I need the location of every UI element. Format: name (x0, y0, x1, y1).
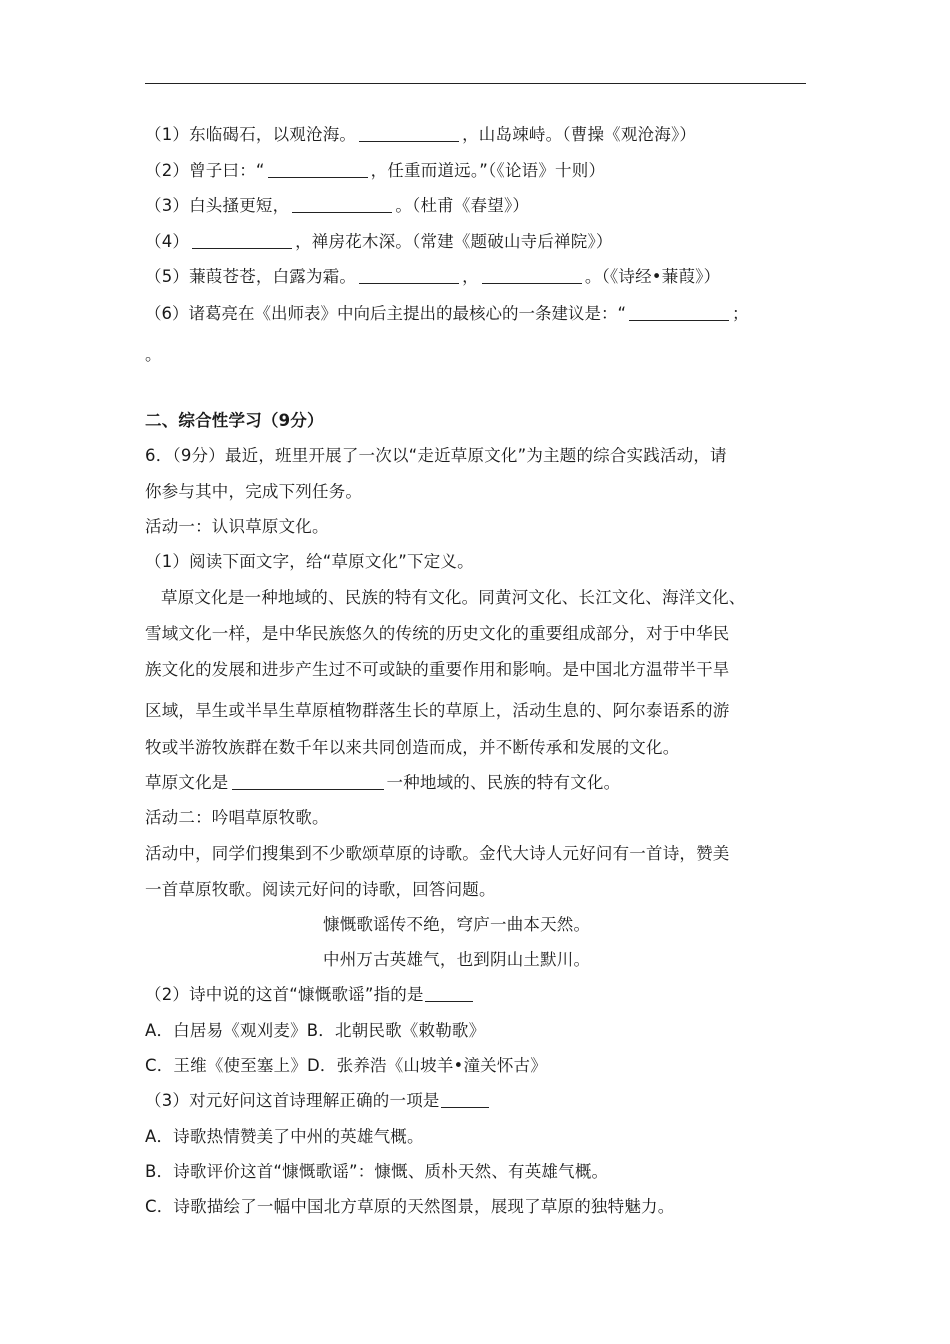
definition-blank[interactable] (232, 773, 384, 790)
sub-question-2-options-cd: C．王维《使至塞上》D．张养浩《山坡羊•潼关怀古》 (145, 1056, 547, 1075)
q5-item-6: （6）诸葛亮在《出师表》中向后主提出的最核心的一条建议是：“ ； (145, 304, 749, 323)
poem-line: 慷慨歌谣传不绝，穹庐一曲本天然。 (323, 915, 591, 934)
q5-item-4: （4） ，禅房花木深。（常建《题破山寺后禅院》） (145, 232, 613, 251)
answer-blank[interactable] (359, 267, 459, 284)
activity-2-heading: 活动二：吟唱草原牧歌。 (145, 808, 329, 827)
answer-blank[interactable] (292, 196, 392, 213)
definition-line: 草原文化是 一种地域的、民族的特有文化。 (145, 773, 621, 792)
passage-line: 牧或半游牧族群在数千年以来共同创造而成，并不断传承和发展的文化。 (145, 738, 680, 757)
passage-line: 族文化的发展和进步产生过不可或缺的重要作用和影响。是中国北方温带半干旱 (145, 660, 730, 679)
sub-question-3-option-a: A．诗歌热情赞美了中州的英雄气概。 (145, 1127, 424, 1146)
passage-line: 雪域文化一样，是中华民族悠久的传统的历史文化的重要组成部分，对于中华民 (145, 624, 730, 643)
answer-blank[interactable] (425, 985, 473, 1002)
q6-stem-line1: 6．（9分）最近，班里开展了一次以“走近草原文化”为主题的综合实践活动，请 (145, 446, 727, 465)
q5-item-6-end: 。 (145, 345, 162, 364)
answer-blank[interactable] (192, 232, 292, 249)
activity-2-line2: 一首草原牧歌。阅读元好问的诗歌，回答问题。 (145, 880, 496, 899)
q5-item-1: （1）东临碣石，以观沧海。 ，山岛竦峙。（曹操《观沧海》） (145, 125, 697, 144)
passage-line: 草原文化是一种地域的、民族的特有文化。同黄河文化、长江文化、海洋文化、 (161, 588, 746, 607)
answer-blank[interactable] (629, 304, 729, 321)
q5-item-2: （2）曾子曰：“ ，任重而道远。”（《论语》十则） (145, 161, 606, 180)
activity-2-line1: 活动中，同学们搜集到不少歌颂草原的诗歌。金代大诗人元好问有一首诗，赞美 (145, 844, 730, 863)
activity-1-heading: 活动一：认识草原文化。 (145, 517, 329, 536)
sub-question-3-option-b: B．诗歌评价这首“慷慨歌谣”：慷慨、质朴天然、有英雄气概。 (145, 1162, 609, 1181)
q5-item-5: （5）蒹葭苍苍，白露为霜。 ， 。（《诗经•蒹葭》） (145, 267, 721, 286)
q6-stem-line2: 你参与其中，完成下列任务。 (145, 482, 363, 501)
section-heading: 二、综合性学习（9分） (145, 411, 324, 430)
sub-question-2-options-ab: A．白居易《观刈麦》B．北朝民歌《敕勒歌》 (145, 1021, 486, 1040)
sub-question-3: （3）对元好问这首诗理解正确的一项是 (145, 1090, 815, 1112)
answer-blank[interactable] (482, 267, 582, 284)
sub-question-1: （1）阅读下面文字，给“草原文化”下定义。 (145, 552, 474, 571)
poem-line: 中州万古英雄气，也到阴山土默川。 (323, 950, 591, 969)
sub-question-3-option-c: C．诗歌描绘了一幅中国北方草原的天然图景，展现了草原的独特魅力。 (145, 1197, 675, 1216)
sub-question-2: （2）诗中说的这首“慷慨歌谣”指的是 (145, 984, 815, 1006)
header-rule (145, 83, 806, 84)
passage-line: 区域，旱生或半旱生草原植物群落生长的草原上，活动生息的、阿尔泰语系的游 (145, 701, 730, 720)
answer-blank[interactable] (268, 161, 368, 178)
answer-blank[interactable] (359, 125, 459, 142)
q5-item-3: （3）白头搔更短， 。（杜甫《春望》） (145, 196, 530, 215)
answer-blank[interactable] (441, 1091, 489, 1108)
